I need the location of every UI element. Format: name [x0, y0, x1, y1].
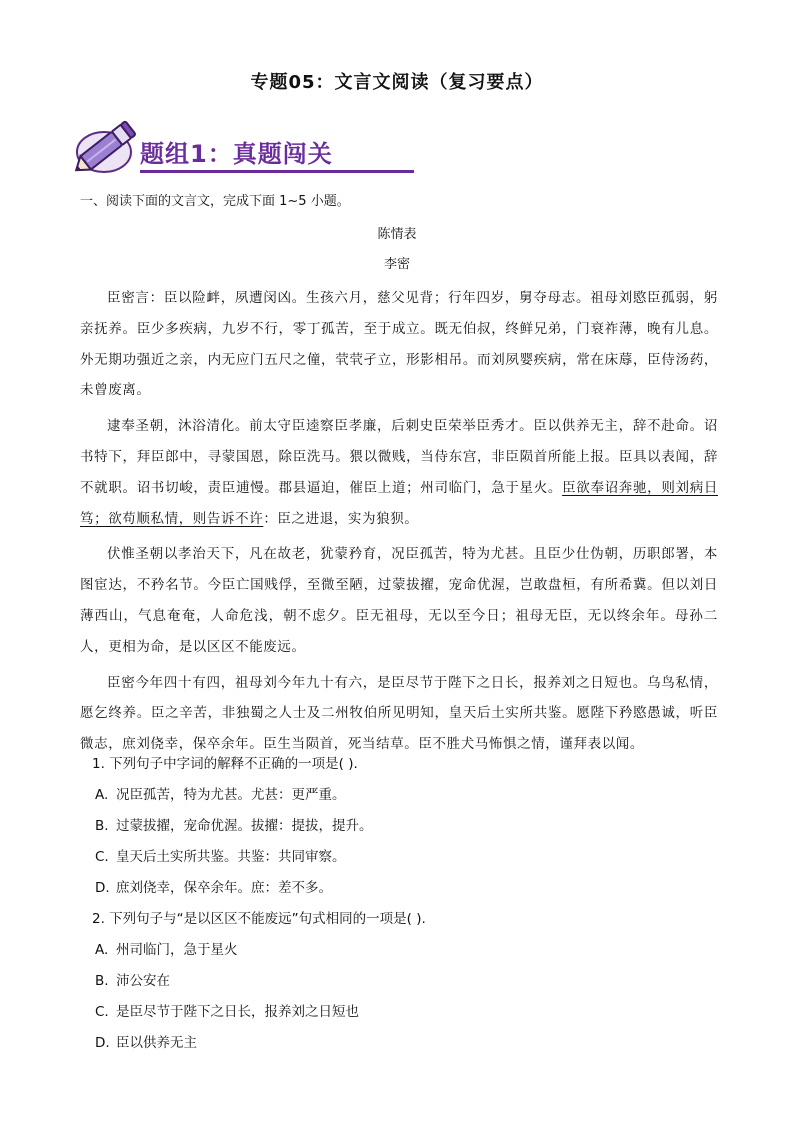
- option-text: 臣以供养无主: [116, 1035, 197, 1051]
- paragraph-text-after: ：臣之进退，实为狼狈。: [263, 510, 419, 527]
- passage-title: 陈情表: [377, 227, 417, 242]
- option-text: 庶刘侥幸，保卒余年。庶：差不多。: [116, 880, 332, 896]
- option-text: 是臣尽节于陛下之日长，报养刘之日短也: [116, 1004, 359, 1020]
- option-letter: A.: [95, 942, 109, 958]
- underlined-sentence: 臣欲奉诏奔驰，则刘病日笃；欲苟顺私情，则告诉不许: [80, 479, 718, 527]
- passage-paragraph: [80, 668, 718, 760]
- option-text: 沛公安在: [116, 973, 170, 989]
- section-banner: [74, 112, 374, 180]
- option-text: 州司临门，急于星火: [116, 942, 238, 958]
- question-option: [92, 1002, 712, 1033]
- option-letter: C.: [95, 849, 109, 865]
- passage-author: 李密: [383, 257, 410, 272]
- pencil-icon: [74, 112, 142, 180]
- question-option: [92, 878, 712, 909]
- question-list: [92, 754, 712, 1064]
- option-text: 皇天后土实所共鉴。共鉴：共同审察。: [116, 849, 346, 865]
- option-letter: A.: [95, 787, 109, 803]
- option-letter: D.: [95, 880, 110, 896]
- question-stem: 1. 下列句子中字词的解释不正确的一项是( ).: [92, 756, 358, 772]
- question-option: [92, 785, 712, 816]
- question-stem: 2. 下列句子与“是以区区不能废远”句式相同的一项是( ).: [92, 911, 426, 927]
- question-option: [92, 940, 712, 971]
- passage-paragraph: [80, 539, 718, 662]
- passage-body: [80, 283, 718, 765]
- passage-paragraph: [80, 283, 718, 406]
- paragraph-text: 伏惟圣朝以孝治天下，凡在故老，犹蒙矜育，况臣孤苦，特为尤甚。且臣少仕伪朝，历职郎署，本图宦达，不矜名节。今臣亡国贱俘，至微至陋，过蒙拔擢，宠命优渥，岂敢盘桓，有所希冀。但以刘日薄西山，气息奄奄，人命危浅，朝不虑夕。臣无祖母，无以至今日；祖母无臣，无以终余年。母孙二人，更相为命，是以区区不能废远。: [80, 546, 718, 655]
- option-letter: B.: [95, 818, 109, 834]
- question-option: [92, 847, 712, 878]
- option-text: 况臣孤苦，特为尤甚。尤甚：更严重。: [116, 787, 346, 803]
- paragraph-text: 逮奉圣朝，沐浴清化。前太守臣逵察臣孝廉，后刺史臣荣举臣秀才。臣以供养无主，辞不赴命。诏书特下，拜臣郎中，寻蒙国恩，除臣洗马。猥以微贱，当侍东宫，非臣陨首所能上报。臣具以表闻，辞不就职。诏书切峻，责臣逋慢。郡县逼迫，催臣上道；州司临门，急于星火。: [80, 418, 718, 496]
- question-option: [92, 816, 712, 847]
- passage-paragraph: [80, 411, 718, 534]
- option-letter: B.: [95, 973, 109, 989]
- option-text: 过蒙拔擢，宠命优渥。拔擢：提拔，提升。: [116, 818, 373, 834]
- question-option: [92, 1033, 712, 1064]
- reading-instruction: 一、阅读下面的文言文，完成下面 1~5 小题。: [80, 194, 350, 209]
- paragraph-text: 臣密言：臣以险衅，夙遭闵凶。生孩六月，慈父见背；行年四岁，舅夺母志。祖母刘愍臣孤弱，躬亲抚养。臣少多疾病，九岁不行，零丁孤苦，至于成立。既无伯叔，终鲜兄弟，门衰祚薄，晚有儿息。外无期功强近之亲，内无应门五尺之僮，茕茕孑立，形影相吊。而刘夙婴疾病，常在床蓐，臣侍汤药，未曾废离。: [80, 290, 718, 399]
- document-title: 专题05：文言文阅读（复习要点）: [250, 72, 544, 93]
- question-option: [92, 971, 712, 1002]
- paragraph-text: 臣密今年四十有四，祖母刘今年九十有六，是臣尽节于陛下之日长，报养刘之日短也。乌鸟私情，愿乞终养。臣之辛苦，非独蜀之人士及二州牧伯所见明知，皇天后土实所共鉴。愿陛下矜愍愚诚，听臣微志，庶刘侥幸，保卒余年。臣生当陨首，死当结草。臣不胜犬马怖惧之情，谨拜表以闻。: [80, 674, 718, 753]
- option-letter: D.: [95, 1035, 110, 1051]
- option-letter: C.: [95, 1004, 109, 1020]
- banner-underline: [140, 170, 414, 173]
- banner-label: 题组1：真题闯关: [140, 140, 333, 168]
